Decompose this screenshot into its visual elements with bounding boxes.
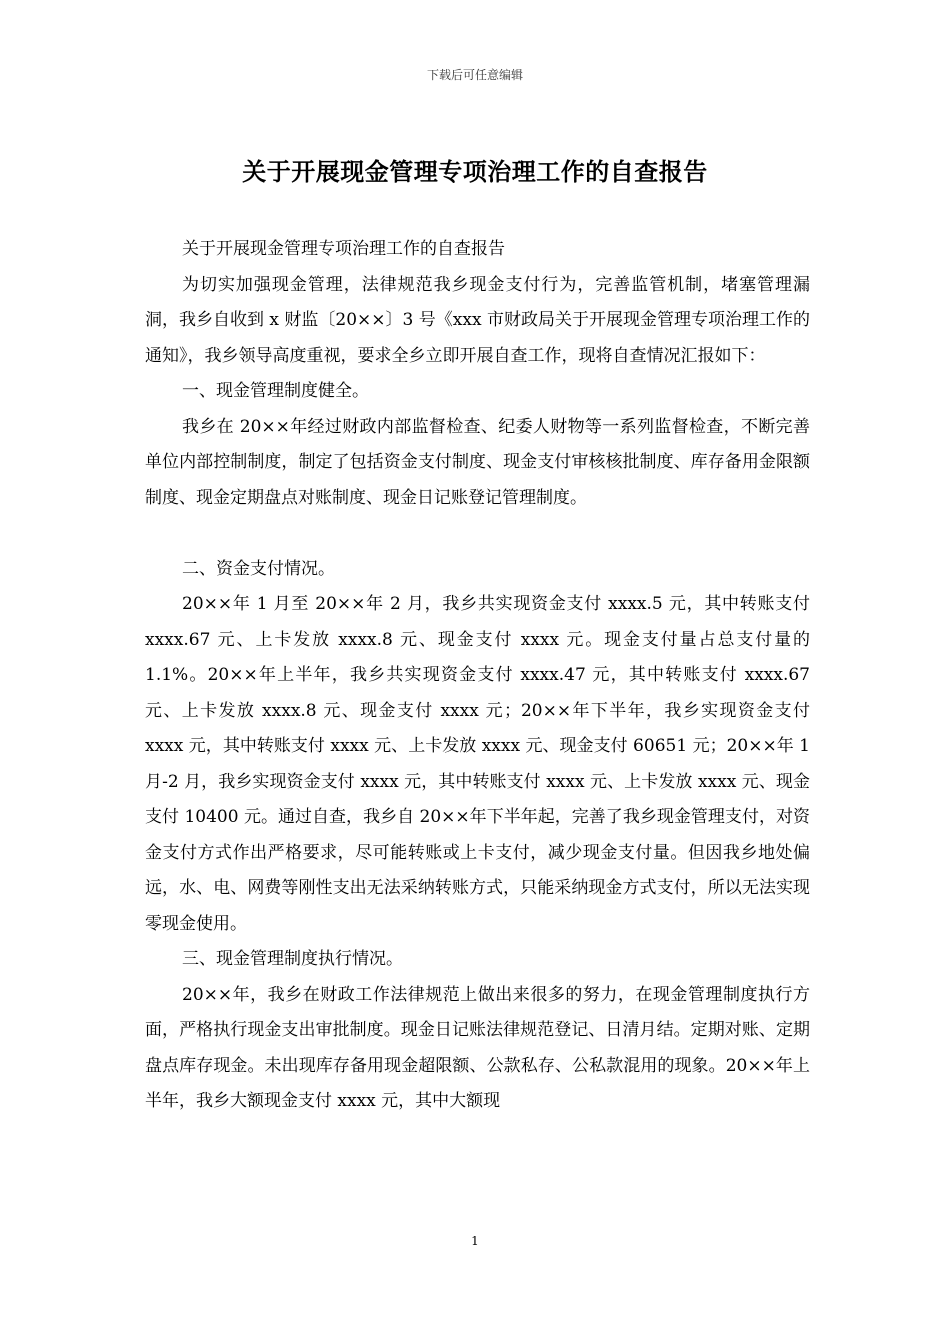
section-heading-1: 一、现金管理制度健全。 — [182, 381, 369, 401]
header-note: 下载后可任意编辑 — [426, 68, 523, 82]
section-heading-3: 三、现金管理制度执行情况。 — [182, 949, 403, 969]
paragraph-section-1: 我乡在 20××年经过财政内部监督检查、纪委人财物等一系列监督检查，不断完善单位内部控制制度，制定了包括资金支付制度、现金支付审核核批制度、库存备用金限额制度、现金定期盘点对账制度、现金日记账登记管理制度。 — [145, 416, 810, 508]
document-title: 关于开展现金管理专项治理工作的自查报告 — [242, 157, 708, 186]
paragraph-subtitle: 关于开展现金管理专项治理工作的自查报告 — [182, 239, 505, 259]
paragraph-section-2: 20××年 1 月至 20××年 2 月，我乡共实现资金支付 xxxx.5 元，其中转账支付 xxxx.67 元、上卡发放 xxxx.8 元、现金支付 xxxx 元。现金支付量占总支付量的 1.1%。20××年上半年，我乡共实现资金支付 xxxx.47 元，其中转账支付 xxxx.67 元、上卡发放 xxxx.8 元、现金支付 xxxx 元；20××年下半年，我乡实现资金支付 xxxx 元，其中转账支付 xxxx 元、上卡发放 xxxx 元、现金支付 60651 元；20××年 1 月-2 月，我乡实现资金支付 xxxx 元，其中转账支付 xxxx 元、上卡发放 xxxx 元、现金支付 10400 元。通过自查，我乡自 20××年下半年起，完善了我乡现金管理支付，对资金支付方式作出严格要求，尽可能转账或上卡支付，减少现金支付量。但因我乡地处偏远，水、电、网费等刚性支出无法采纳转账方式，只能采纳现金方式支付，所以无法实现零现金使用。 — [145, 594, 810, 934]
page-number: 1 — [471, 1234, 479, 1248]
document-body — [145, 232, 810, 1120]
section-heading-2: 二、资金支付情况。 — [182, 558, 335, 579]
paragraph-section-3: 20××年，我乡在财政工作法律规范上做出来很多的努力，在现金管理制度执行方面，严格执行现金支出审批制度。现金日记账法律规范登记、日清月结。定期对账、定期盘点库存现金。未出现库存备用现金超限额、公款私存、公私款混用的现象。20××年上半年，我乡大额现金支付 xxxx 元，其中大额现 — [145, 984, 810, 1111]
paragraph-intro: 为切实加强现金管理，法律规范我乡现金支付行为，完善监管机制，堵塞管理漏洞，我乡自收到 x 财监〔20××〕3 号《xxx 市财政局关于开展现金管理专项治理工作的通知》，我乡领导高度重视，要求全乡立即开展自查工作，现将自查情况汇报如下： — [145, 274, 810, 366]
